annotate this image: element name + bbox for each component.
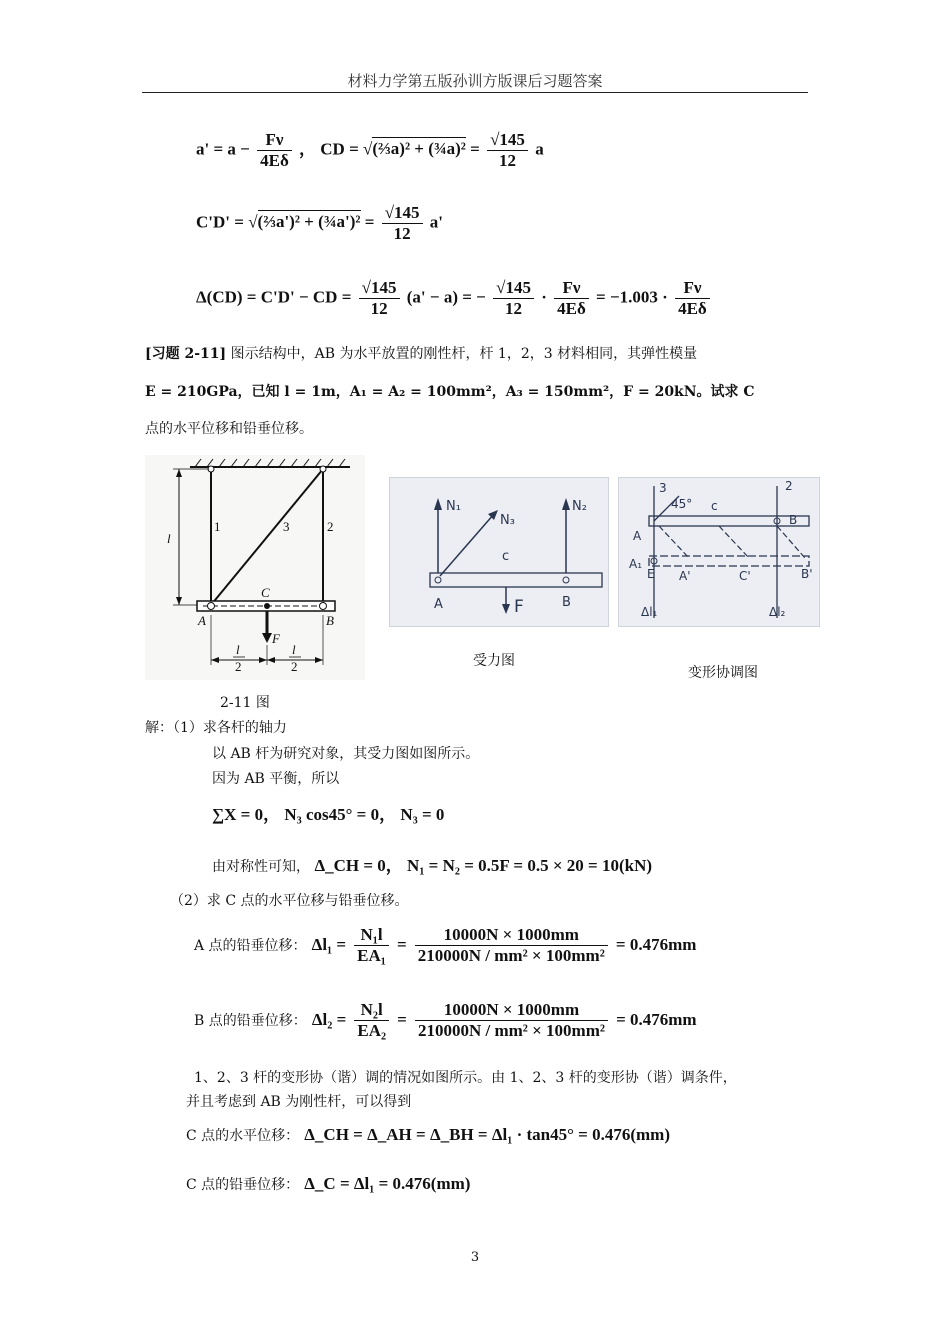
problem-line-3: 点的水平位移和铅垂位移。	[145, 421, 313, 437]
a-displacement-label: A 点的铅垂位移：	[194, 938, 307, 954]
solution-step-2: （2）求 C 点的水平位移与铅垂位移。	[170, 893, 409, 909]
svg-text:Δl₂: Δl₂	[769, 605, 786, 619]
svg-text:l: l	[167, 531, 171, 546]
equilibrium-equation: ∑X = 0， N₃ cos45° = 0， N₃ = 0	[212, 805, 445, 824]
formula-1-frac-a: $\frac{F\nu}{4E\delta}$	[257, 130, 292, 171]
c-vertical-result: Δ_C = Δl₁ = 0.476(mm)	[304, 1174, 471, 1193]
svg-text:l: l	[236, 642, 240, 657]
svg-text:B': B'	[801, 567, 813, 581]
axial-force-result: Δ_CH = 0， N₁ = N₂ = 0.5F = 0.5 × 20 = 10(kN)	[314, 856, 653, 875]
svg-text:N₃: N₃	[500, 513, 515, 528]
svg-text:N₁: N₁	[446, 499, 461, 514]
svg-text:B: B	[562, 595, 571, 610]
svg-text:A: A	[633, 529, 642, 543]
formula-1-frac-b: $\frac{√145}{12}$	[487, 130, 528, 171]
figure-force-diagram	[389, 477, 609, 627]
symmetry-line: 由对称性可知， Δ_CH = 0， N₁ = N₂ = 0.5F = 0.5 × 20 = 10(kN)	[212, 856, 653, 875]
structure-caption: 2-11 图	[220, 695, 270, 711]
problem-label: [习题 2-11]	[145, 346, 227, 362]
problem-line-1: [习题 2-11] 图示结构中，AB 为水平放置的刚性杆，杆 1，2，3 材料相同，其弹性模量	[145, 346, 698, 362]
svg-text:1: 1	[214, 519, 221, 534]
formula-2-frac: $\frac{√145}{12}$	[382, 203, 423, 244]
svg-text:2: 2	[785, 479, 793, 493]
a-displacement-result: = 0.476mm	[615, 935, 697, 954]
svg-text:A: A	[198, 613, 206, 628]
formula-2: C'D' = √(⅔a')² + (¾a')² = $\frac{√145}{12}$ a'	[196, 203, 444, 243]
compatibility-paragraph-2: 并且考虑到 AB 为刚性杆，可以得到	[186, 1094, 412, 1110]
svg-text:c: c	[502, 549, 510, 564]
svg-text:2: 2	[327, 519, 334, 534]
formula-2-radicand: (⅔a')² + (¾a')²	[257, 212, 361, 232]
svg-text:A₁: A₁	[629, 557, 643, 571]
formula-3-lhs: Δ(CD) = C'D' − CD =	[196, 287, 352, 307]
b-displacement-label: B 点的铅垂位移：	[194, 1013, 307, 1029]
svg-text:C: C	[261, 585, 270, 600]
formula-2-lhs: C'D' =	[196, 212, 244, 232]
b-displacement-result: = 0.476mm	[616, 1010, 697, 1029]
svg-text:3: 3	[659, 481, 667, 495]
b-displacement: B 点的铅垂位移： Δl₂ = $\frac{\text{N₂l}}{\text{EA₂}}$ = $\frac{10000N \times 1000mm}{\text{210000N / mm² × 100mm²}}$ = 0.476mm	[194, 1000, 697, 1040]
svg-text:F: F	[272, 631, 280, 646]
svg-text:C': C'	[739, 569, 751, 583]
problem-line-2: E = 210GPa，已知 l = 1m，A₁ = A₂ = 100mm²，A₃ = 150mm²，F = 20kN。试求 C	[145, 384, 755, 400]
page-number: 3	[470, 1250, 480, 1265]
c-horizontal-displacement: C 点的水平位移： Δ_CH = Δ_AH = Δ_BH = Δl₁ · tan45° = 0.476(mm)	[186, 1125, 671, 1144]
svg-text:3: 3	[283, 519, 290, 534]
figure-structure	[145, 455, 365, 680]
svg-text:l: l	[292, 642, 296, 657]
svg-text:Δl₁: Δl₁	[641, 605, 658, 619]
svg-text:A': A'	[679, 569, 691, 583]
svg-text:45°: 45°	[671, 497, 693, 511]
deformation-diagram-caption: 变形协调图	[688, 665, 758, 681]
running-header: 材料力学第五版孙训方版课后习题答案	[347, 72, 603, 90]
c-horizontal-result: Δ_CH = Δ_AH = Δ_BH = Δl₁ · tan45° = 0.476(mm)	[304, 1125, 671, 1144]
svg-text:B: B	[789, 513, 798, 527]
solution-line-2: 以 AB 杆为研究对象，其受力图如图所示。	[212, 746, 480, 762]
svg-text:A: A	[434, 597, 443, 612]
figure-deformation-diagram	[618, 477, 820, 627]
formula-1-lhs: a' = a −	[196, 139, 250, 159]
svg-text:E: E	[647, 567, 655, 581]
formula-1-radicand: (⅔a)² + (¾a)²	[372, 139, 466, 159]
header-rule	[142, 92, 808, 93]
formula-3: Δ(CD) = C'D' − CD = $\frac{√145}{12}$ (a' − a) = − $\frac{√145}{12}$ · $\frac{F\nu}{4E\delta}$ = −1.003 · $\frac{F\nu}{4E\delta}$	[196, 278, 713, 319]
svg-text:N₂: N₂	[572, 499, 587, 514]
a-displacement: A 点的铅垂位移： Δl₁ = $\frac{\text{N₁l}}{\text{EA₁}}$ = $\frac{10000N \times 1000mm}{\text{210000N / mm² × 100mm²}}$ = 0.476mm	[194, 925, 697, 965]
force-diagram-caption: 受力图	[473, 653, 515, 669]
svg-text:2: 2	[235, 659, 242, 674]
svg-text:F: F	[514, 597, 524, 617]
solution-line-3: 因为 AB 平衡，所以	[212, 771, 340, 787]
c-vertical-displacement: C 点的铅垂位移： Δ_C = Δl₁ = 0.476(mm)	[186, 1174, 471, 1193]
svg-text:B: B	[326, 613, 334, 628]
formula-1-cd: ， CD =	[299, 139, 359, 159]
formula-1: a' = a − $\frac{F\nu}{4E\delta}$ ， CD = √(⅔a)² + (¾a)² = $\frac{√145}{12}$ a	[196, 130, 544, 170]
svg-text:2: 2	[291, 659, 298, 674]
compatibility-paragraph-1: 1、2、3 杆的变形协（谐）调的情况如图所示。由 1、2、3 杆的变形协（谐）调条件，	[194, 1070, 737, 1086]
solution-step-1: 解：（1）求各杆的轴力	[145, 720, 287, 736]
svg-text:c: c	[711, 499, 718, 513]
